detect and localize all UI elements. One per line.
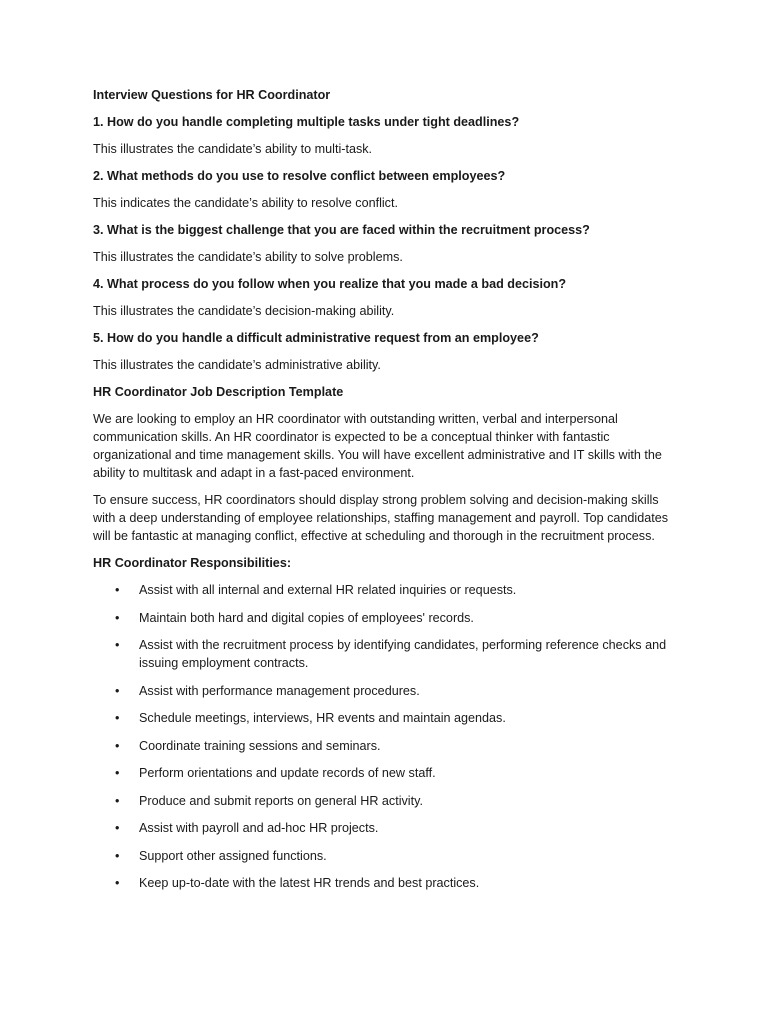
bullet-icon: •: [115, 793, 120, 808]
list-item: [93, 737, 683, 755]
list-item-text: Assist with the recruitment process by identifying candidates, performing reference checks and issuing employment contracts.: [139, 638, 667, 670]
bullet-icon: •: [115, 821, 120, 835]
bullet-icon: •: [115, 711, 120, 725]
answer-3: This illustrates the candidate’s ability to solve problems.: [93, 250, 403, 264]
responsibilities-title: HR Coordinator Responsibilities:: [93, 556, 292, 570]
list-item: [93, 819, 683, 837]
list-item-text: Support other assigned functions.: [139, 848, 327, 863]
question-block: [93, 275, 683, 320]
bullet-icon: •: [115, 766, 120, 780]
question-block: [93, 167, 683, 212]
list-item-text: Assist with performance management procedures.: [139, 683, 420, 698]
bullet-icon: •: [115, 583, 120, 597]
list-item: [93, 581, 683, 599]
list-item-text: Schedule meetings, interviews, HR events and maintain agendas.: [139, 711, 506, 725]
bullet-icon: •: [115, 876, 120, 890]
list-item: [93, 764, 683, 782]
answer-1: This illustrates the candidate’s ability to multi-task.: [93, 142, 373, 156]
question-3: 3. What is the biggest challenge that you are faced within the recruitment process?: [93, 223, 590, 237]
question-5: 5. How do you handle a difficult administrative request from an employee?: [93, 331, 539, 345]
bullet-icon: •: [115, 738, 120, 753]
list-item: [93, 636, 683, 672]
list-item-text: Coordinate training sessions and seminars.: [139, 738, 381, 753]
question-1: 1. How do you handle completing multiple tasks under tight deadlines?: [93, 115, 520, 129]
job-description-paragraph-1: We are looking to employ an HR coordinator with outstanding written, verbal and interpersonal communication skills. An HR coordinator is expected to be a conceptual thinker with fantastic organizational and time management skills. You will have excellent administrative and IT skills with the ability to multitask and adapt in a fast-paced environment.: [93, 412, 662, 480]
list-item: [93, 709, 683, 727]
responsibilities-list: [93, 581, 683, 892]
list-item-text: Assist with all internal and external HR related inquiries or requests.: [139, 583, 517, 597]
question-4: 4. What process do you follow when you realize that you made a bad decision?: [93, 277, 567, 291]
job-description-paragraph-2: To ensure success, HR coordinators should display strong problem solving and decision-making skills with a deep understanding of employee relationships, staffing management and payroll. Top candidates will be fantastic at managing conflict, effective at scheduling and thorough in the recruitment process.: [93, 493, 669, 543]
list-item-text: Maintain both hard and digital copies of employees' records.: [139, 610, 474, 625]
bullet-icon: •: [115, 638, 120, 652]
question-2: 2. What methods do you use to resolve conflict between employees?: [93, 169, 506, 183]
list-item: [93, 847, 683, 865]
list-item-text: Perform orientations and update records of new staff.: [139, 766, 436, 780]
question-block: [93, 221, 683, 266]
list-item-text: Assist with payroll and ad-hoc HR projects.: [139, 821, 379, 835]
list-item: [93, 609, 683, 627]
job-description-title: HR Coordinator Job Description Template: [93, 385, 344, 399]
bullet-icon: •: [115, 683, 120, 698]
list-item: [93, 874, 683, 892]
list-item-text: Produce and submit reports on general HR activity.: [139, 793, 423, 808]
bullet-icon: •: [115, 848, 120, 863]
answer-4: This illustrates the candidate’s decision-making ability.: [93, 304, 395, 318]
answer-2: This indicates the candidate’s ability to resolve conflict.: [93, 196, 398, 210]
interview-title: Interview Questions for HR Coordinator: [93, 88, 331, 102]
bullet-icon: •: [115, 610, 120, 625]
answer-5: This illustrates the candidate’s administrative ability.: [93, 358, 381, 372]
list-item: [93, 792, 683, 810]
document-page: [93, 86, 683, 902]
list-item: [93, 682, 683, 700]
question-block: [93, 113, 683, 158]
question-block: [93, 329, 683, 374]
list-item-text: Keep up-to-date with the latest HR trends and best practices.: [139, 876, 480, 890]
